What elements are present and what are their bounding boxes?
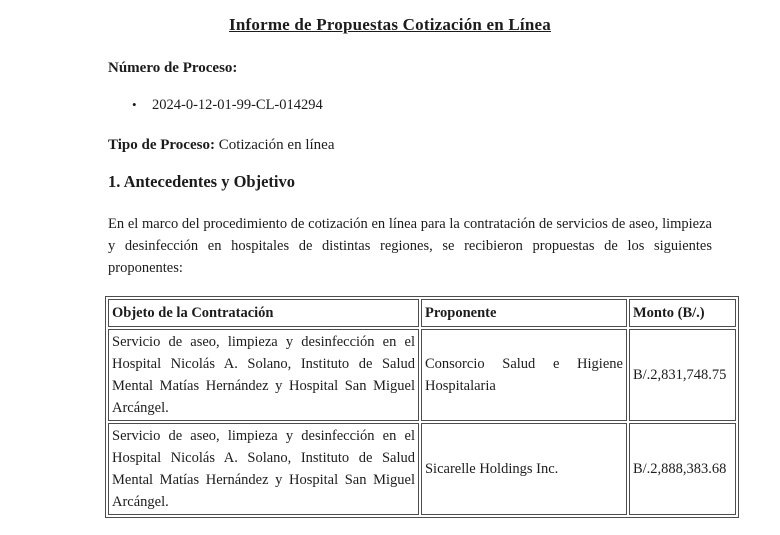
document-body bbox=[108, 58, 712, 279]
process-number-item bbox=[108, 95, 712, 115]
section-heading: 1. Antecedentes y Objetivo bbox=[108, 172, 295, 191]
bullet-icon: • bbox=[132, 97, 137, 112]
header-monto: Monto (B/.) bbox=[629, 299, 736, 327]
cell-objeto: Servicio de aseo, limpieza y desinfección en el Hospital Nicolás A. Solano, Instituto de Salud Mental Matías Hernández y Hospital San Miguel Arcángel. bbox=[108, 329, 419, 421]
process-type-line bbox=[108, 135, 712, 155]
intro-paragraph: En el marco del procedimiento de cotización en línea para la contratación de servicios de aseo, limpieza y desinfección en hospitales de distintas regiones, se recibieron propuestas de los siguientes proponentes: bbox=[108, 216, 712, 276]
process-type-value: Cotización en línea bbox=[218, 137, 335, 153]
header-objeto: Objeto de la Contratación bbox=[108, 299, 419, 327]
process-number-label: Número de Proceso: bbox=[108, 60, 238, 76]
process-number-value: 2024-0-12-01-99-CL-014294 bbox=[152, 97, 323, 113]
document-page bbox=[0, 13, 780, 535]
process-type-label: Tipo de Proceso: bbox=[108, 137, 215, 153]
header-proponente: Proponente bbox=[421, 299, 627, 327]
cell-objeto: Servicio de aseo, limpieza y desinfección en el Hospital Nicolás A. Solano, Instituto de Salud Mental Matías Hernández y Hospital San Miguel Arcángel. bbox=[108, 423, 419, 515]
document-title: Informe de Propuestas Cotización en Línea bbox=[229, 15, 551, 34]
table-row bbox=[108, 329, 736, 421]
table-row bbox=[108, 423, 736, 515]
cell-proponente: Sicarelle Holdings Inc. bbox=[421, 423, 627, 515]
cell-proponente: Consorcio Salud e Higiene Hospitalaria bbox=[421, 329, 627, 421]
cell-monto: B/.2,888,383.68 bbox=[629, 423, 736, 515]
table-header-row bbox=[108, 299, 736, 327]
proposals-table bbox=[105, 296, 739, 518]
cell-monto: B/.2,831,748.75 bbox=[629, 329, 736, 421]
